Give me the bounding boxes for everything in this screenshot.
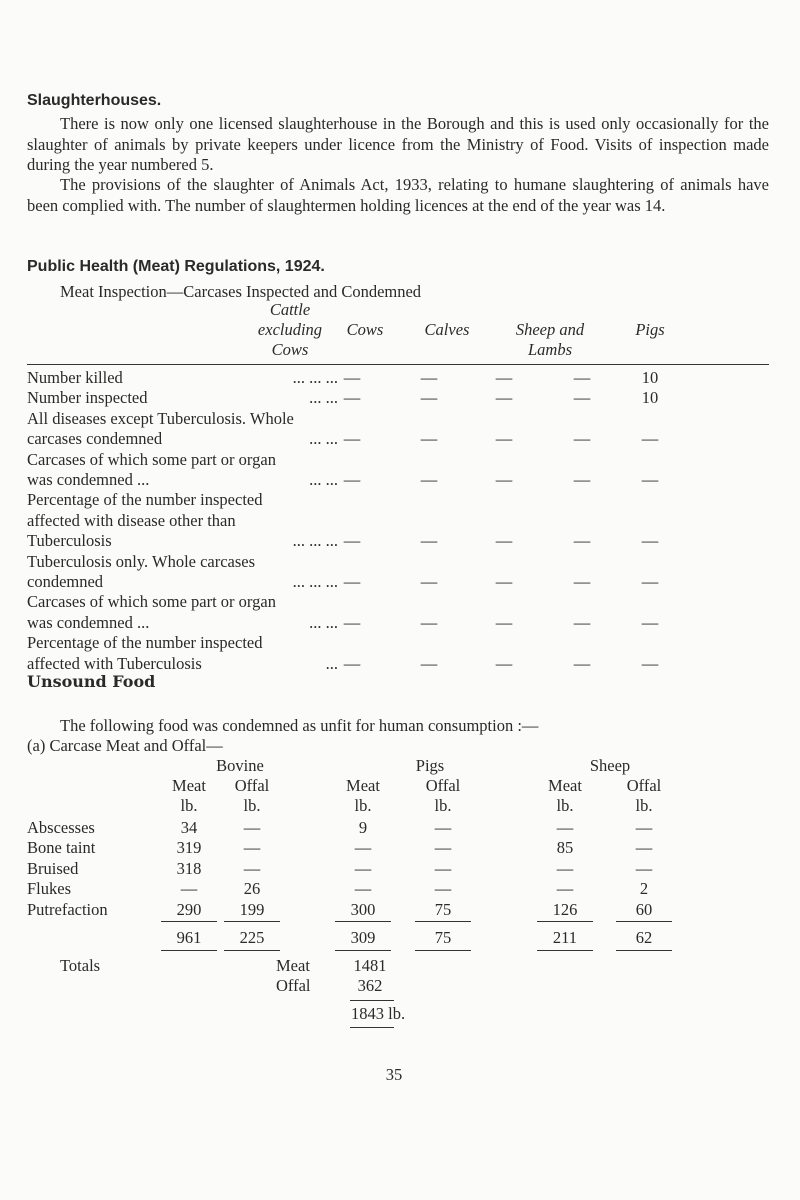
food-subheader: Offal <box>234 776 270 795</box>
meat-row-leader: ... <box>325 653 338 673</box>
total-rule <box>224 921 280 922</box>
totals-meat-label: Meat <box>276 956 310 975</box>
meat-row-value: — <box>420 612 438 632</box>
meat-row-label: Percentage of the number inspected <box>27 633 263 653</box>
meat-row-value: — <box>573 572 591 591</box>
food-subheader: Offal <box>425 776 461 795</box>
food-row-label: Flukes <box>27 879 72 899</box>
col-header-cattle-3: Cows <box>271 340 309 359</box>
food-row-value: — <box>243 858 261 878</box>
meat-row-value: — <box>495 531 513 551</box>
food-row-value: 60 <box>635 899 653 919</box>
grand-total: 1843 lb. <box>351 1004 406 1023</box>
meat-row-label: was condemned ... <box>27 612 150 632</box>
meat-row-value: — <box>343 368 361 387</box>
food-row-value: 75 <box>434 899 452 919</box>
food-column-total: 211 <box>552 928 578 947</box>
food-unit: lb. <box>354 796 372 815</box>
meat-row-value: — <box>573 612 591 632</box>
meat-row-leader: ... ... <box>309 388 338 408</box>
food-row-value: 2 <box>639 879 649 899</box>
food-unit: lb. <box>635 796 653 815</box>
col-header-cattle-1: Cattle <box>269 300 311 319</box>
total-rule <box>161 950 217 951</box>
meat-row-leader: ... ... <box>309 612 338 632</box>
food-unit: lb. <box>434 796 452 815</box>
food-column-total: 309 <box>350 928 376 947</box>
meat-row-value: — <box>420 388 438 408</box>
total-rule <box>415 921 471 922</box>
total-rule <box>335 921 391 922</box>
col-header-cows: Cows <box>346 320 384 339</box>
meat-row-value: — <box>343 612 361 632</box>
meat-row-value: — <box>641 531 659 551</box>
col-header-sheep-2: Lambs <box>527 340 572 359</box>
meat-row-value: — <box>573 429 591 449</box>
total-rule <box>616 921 672 922</box>
totals-meat-value: 1481 <box>353 956 387 975</box>
totals-offal-label: Offal <box>276 976 311 995</box>
meat-row-value: — <box>420 531 438 551</box>
slaughterhouses-paragraph-2: The provisions of the slaughter of Animals Act, 1933, relating to humane slaughtering of animals have been complied with. The number of slaughtermen holding licences at the end of the year was 14. <box>27 175 769 215</box>
col-header-sheep-1: Sheep and <box>515 320 585 339</box>
food-row-value: — <box>556 879 574 899</box>
meat-row-value: 10 <box>641 388 659 408</box>
meat-row-leader: ... ... <box>309 470 338 489</box>
meat-row-value: — <box>495 368 513 387</box>
food-row-label: Abscesses <box>27 818 95 837</box>
meat-row-value: — <box>420 470 438 489</box>
meat-row-value: — <box>641 572 659 591</box>
meat-row-label: carcases condemned <box>27 429 163 449</box>
food-column-total: 225 <box>239 928 265 947</box>
meat-row-leader: ... ... <box>309 429 338 449</box>
food-row-value: 9 <box>358 818 368 837</box>
meat-row-value: — <box>343 572 361 591</box>
meat-row-value: — <box>420 429 438 449</box>
meat-row-leader: ... ... ... <box>292 572 338 591</box>
food-row-value: 26 <box>243 879 261 899</box>
page-number: 35 <box>385 1065 403 1084</box>
food-column-total: 961 <box>176 928 202 947</box>
meat-row-value: — <box>343 429 361 449</box>
total-rule <box>224 950 280 951</box>
food-row-value: 300 <box>350 899 376 919</box>
meat-row-label: was condemned ... <box>27 470 150 489</box>
meat-inspection-title: Meat Inspection—Carcases Inspected and Condemned <box>60 282 422 301</box>
meat-row-label: Number inspected <box>27 388 148 408</box>
food-column-total: 75 <box>434 928 452 947</box>
meat-row-value: — <box>343 653 361 673</box>
total-rule <box>415 950 471 951</box>
meat-row-value: — <box>343 388 361 408</box>
meat-row-value: — <box>420 572 438 591</box>
slaughterhouses-paragraph-1: There is now only one licensed slaughterhouse in the Borough and this is used only occasionally for the slaughter of animals by private keepers under licence from the Ministry of Food. Visits of inspection made during the year numbered 5. <box>27 114 769 174</box>
food-row-label: Putrefaction <box>27 899 108 919</box>
meat-row-value: — <box>573 470 591 489</box>
meat-row-value: — <box>420 653 438 673</box>
food-subheader: Meat <box>346 776 380 795</box>
header-rule <box>27 364 769 365</box>
col-header-calves: Calves <box>424 320 470 339</box>
food-unit: lb. <box>243 796 261 815</box>
total-rule <box>537 921 593 922</box>
meat-row-leader: ... ... ... <box>292 368 338 387</box>
unsound-intro: The following food was condemned as unfit for human consumption :— <box>60 716 539 735</box>
section-heading-unsound-food: Unsound Food <box>27 672 156 691</box>
food-row-value: — <box>354 838 372 858</box>
group-header-bovine: Bovine <box>216 756 264 775</box>
totals-offal-value: 362 <box>357 976 383 995</box>
food-unit: lb. <box>180 796 198 815</box>
food-row-value: 126 <box>552 899 578 919</box>
total-rule <box>537 950 593 951</box>
meat-row-value: — <box>573 653 591 673</box>
meat-row-value: — <box>495 470 513 489</box>
meat-row-leader: ... ... ... <box>292 531 338 551</box>
meat-row-label: Number killed <box>27 368 123 387</box>
food-row-value: — <box>635 858 653 878</box>
meat-row-value: — <box>495 572 513 591</box>
food-row-label: Bone taint <box>27 838 96 858</box>
food-row-label: Bruised <box>27 858 79 878</box>
food-row-value: — <box>243 818 261 837</box>
meat-row-label: Tuberculosis <box>27 531 112 551</box>
meat-row-label: Percentage of the number inspected <box>27 490 263 510</box>
meat-row-value: — <box>573 531 591 551</box>
totals-label: Totals <box>60 956 101 975</box>
meat-row-label: affected with Tuberculosis <box>27 653 202 673</box>
food-row-value: — <box>434 879 452 899</box>
meat-row-label: Tuberculosis only. Whole carcases <box>27 551 256 571</box>
food-subheader: Meat <box>548 776 582 795</box>
meat-row-value: — <box>641 470 659 489</box>
meat-row-value: — <box>495 653 513 673</box>
meat-row-value: — <box>641 429 659 449</box>
food-row-value: — <box>556 858 574 878</box>
section-heading-slaughterhouses: Slaughterhouses. <box>27 92 162 109</box>
food-row-value: — <box>434 858 452 878</box>
grand-total-rule <box>350 1027 394 1028</box>
food-row-value: — <box>635 818 653 837</box>
food-row-value: 85 <box>556 838 574 858</box>
group-header-sheep: Sheep <box>589 756 631 775</box>
grand-total-rule <box>350 1000 394 1001</box>
food-subheader: Offal <box>626 776 662 795</box>
food-row-value: 290 <box>176 899 202 919</box>
total-rule <box>161 921 217 922</box>
food-row-value: 319 <box>176 838 202 858</box>
meat-row-value: 10 <box>641 368 659 387</box>
meat-row-value: — <box>343 531 361 551</box>
meat-row-value: — <box>420 368 438 387</box>
unsound-subheading: (a) Carcase Meat and Offal— <box>27 736 223 755</box>
food-row-value: — <box>243 838 261 858</box>
meat-row-value: — <box>641 653 659 673</box>
meat-row-label: affected with disease other than <box>27 510 236 530</box>
meat-row-value: — <box>641 612 659 632</box>
food-row-value: 34 <box>180 818 198 837</box>
meat-row-value: — <box>343 470 361 489</box>
food-row-value: — <box>434 818 452 837</box>
food-column-total: 62 <box>635 928 653 947</box>
food-subheader: Meat <box>172 776 206 795</box>
meat-row-label: Carcases of which some part or organ <box>27 592 276 612</box>
food-unit: lb. <box>556 796 574 815</box>
group-header-pigs: Pigs <box>415 756 445 775</box>
food-row-value: — <box>180 879 198 899</box>
food-row-value: 318 <box>176 858 202 878</box>
meat-row-label: All diseases except Tuberculosis. Whole <box>27 408 294 428</box>
meat-row-value: — <box>573 388 591 408</box>
food-row-value: — <box>635 838 653 858</box>
food-row-value: — <box>434 838 452 858</box>
food-row-value: — <box>354 858 372 878</box>
total-rule <box>616 950 672 951</box>
meat-row-label: condemned <box>27 572 104 591</box>
food-row-value: — <box>354 879 372 899</box>
meat-row-label: Carcases of which some part or organ <box>27 449 276 469</box>
col-header-pigs: Pigs <box>635 320 665 339</box>
food-row-value: — <box>556 818 574 837</box>
section-heading-meat-regulations: Public Health (Meat) Regulations, 1924. <box>27 258 325 275</box>
meat-row-value: — <box>573 368 591 387</box>
food-row-value: 199 <box>239 899 265 919</box>
meat-row-value: — <box>495 388 513 408</box>
meat-row-value: — <box>495 429 513 449</box>
col-header-cattle-2: excluding <box>257 320 323 339</box>
total-rule <box>335 950 391 951</box>
meat-row-value: — <box>495 612 513 632</box>
